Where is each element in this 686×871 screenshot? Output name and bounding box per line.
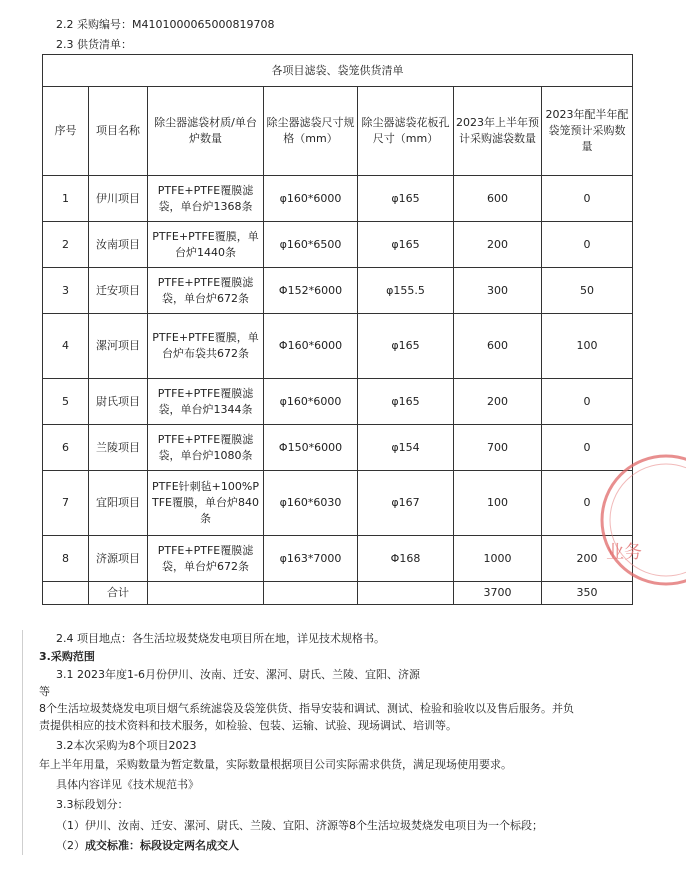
- header-bag-size: 除尘器滤袋尺寸规格（mm）: [264, 87, 358, 176]
- cell-cage-qty: 0: [542, 176, 633, 222]
- cell-material: PTFE+PTFE覆膜滤袋，单台炉1344条: [148, 379, 264, 425]
- header-cage-qty: 2023年配半年配袋笼预计采购数量: [542, 87, 633, 176]
- cell-bag-qty: 200: [454, 379, 542, 425]
- cell-name: 济源项目: [89, 536, 148, 582]
- para-3-1-line-2: 等: [39, 685, 50, 698]
- section-3-title: 3.采购范围: [39, 650, 95, 663]
- cell-name: 汝南项目: [89, 222, 148, 268]
- cell-bag-qty: 600: [454, 314, 542, 379]
- cell-empty: [43, 582, 89, 605]
- cell-material: PTFE+PTFE覆膜，单台炉布袋共672条: [148, 314, 264, 379]
- cell-cage-qty: 0: [542, 425, 633, 471]
- cell-seq: 4: [43, 314, 89, 379]
- para-3-2-line-3: 具体内容详见《技术规范书》: [56, 778, 199, 791]
- cell-seq: 6: [43, 425, 89, 471]
- header-material: 除尘器滤袋材质/单台炉数量: [148, 87, 264, 176]
- red-seal-stamp: [596, 450, 686, 590]
- cell-bag-size: φ160*6030: [264, 471, 358, 536]
- cell-name: 尉氏项目: [89, 379, 148, 425]
- cell-seq: 5: [43, 379, 89, 425]
- header-name: 项目名称: [89, 87, 148, 176]
- para-3-3-item-2-bold: 成交标准：标段设定两名成交人: [85, 839, 239, 852]
- table-row: [43, 176, 633, 222]
- cell-cage-qty: 0: [542, 379, 633, 425]
- cell-material: PTFE+PTFE覆膜滤袋，单台炉672条: [148, 536, 264, 582]
- total-label: 合计: [89, 582, 148, 605]
- cell-name: 伊川项目: [89, 176, 148, 222]
- para-3-2-line-2: 年上半年用量，采购数量为暂定数量，实际数量根据项目公司实际需求供货，满足现场使用要求。: [39, 758, 512, 771]
- table-row: [43, 314, 633, 379]
- cell-name: 迁安项目: [89, 268, 148, 314]
- cell-seq: 2: [43, 222, 89, 268]
- cell-bag-size: Φ160*6000: [264, 314, 358, 379]
- table-row: [43, 268, 633, 314]
- cell-bag-size: Φ152*6000: [264, 268, 358, 314]
- header-bag-qty: 2023年上半年预计采购滤袋数量: [454, 87, 542, 176]
- cell-bag-size: φ160*6500: [264, 222, 358, 268]
- table-row: [43, 222, 633, 268]
- cell-cage-qty: 100: [542, 314, 633, 379]
- left-margin-bar: [22, 630, 23, 855]
- para-3-3-item-2-prefix: （2）: [56, 839, 85, 852]
- cell-hole-size: φ165: [358, 176, 454, 222]
- cell-material: PTFE+PTFE覆膜滤袋，单台炉1080条: [148, 425, 264, 471]
- cell-empty: [264, 582, 358, 605]
- cell-material: PTFE+PTFE覆膜滤袋，单台炉672条: [148, 268, 264, 314]
- cell-cage-qty: 200: [542, 536, 633, 582]
- cell-hole-size: φ155.5: [358, 268, 454, 314]
- table-title: 各项目滤袋、袋笼供货清单: [43, 55, 633, 87]
- table-total-row: [43, 582, 633, 605]
- cell-bag-qty: 200: [454, 222, 542, 268]
- cell-cage-qty: 50: [542, 268, 633, 314]
- supply-list-heading: 2.3 供货清单：: [56, 38, 132, 51]
- cell-seq: 3: [43, 268, 89, 314]
- cell-bag-qty: 1000: [454, 536, 542, 582]
- cell-bag-qty: 700: [454, 425, 542, 471]
- cell-name: 漯河项目: [89, 314, 148, 379]
- cell-seq: 1: [43, 176, 89, 222]
- cell-hole-size: φ154: [358, 425, 454, 471]
- cell-name: 兰陵项目: [89, 425, 148, 471]
- cell-hole-size: φ165: [358, 379, 454, 425]
- para-3-1-line-3: 8个生活垃圾焚烧发电项目烟气系统滤袋及袋笼供货、指导安装和调试、测试、检验和验收以及售后服务。并负: [39, 702, 574, 715]
- cell-material: PTFE+PTFE覆膜，单台炉1440条: [148, 222, 264, 268]
- para-3-2-line-1: 3.2本次采购为8个项目2023: [56, 739, 197, 752]
- cell-hole-size: Φ168: [358, 536, 454, 582]
- header-hole-size: 除尘器滤袋花板孔尺寸（mm）: [358, 87, 454, 176]
- cell-hole-size: φ165: [358, 314, 454, 379]
- para-3-3-item-2: [56, 838, 239, 853]
- para-3-1-line-4: 责提供相应的技术资料和技术服务，如检验、包装、运输、试验、现场调试、培训等。: [39, 719, 457, 732]
- project-location: 2.4 项目地点：各生活垃圾焚烧发电项目所在地，详见技术规格书。: [56, 632, 385, 645]
- cell-cage-qty: 0: [542, 471, 633, 536]
- header-seq: 序号: [43, 87, 89, 176]
- cell-bag-qty: 300: [454, 268, 542, 314]
- table-row: [43, 536, 633, 582]
- cell-cage-qty: 0: [542, 222, 633, 268]
- cell-bag-size: Φ150*6000: [264, 425, 358, 471]
- cell-material: PTFE+PTFE覆膜滤袋，单台炉1368条: [148, 176, 264, 222]
- cell-empty: [148, 582, 264, 605]
- cell-seq: 7: [43, 471, 89, 536]
- purchase-number: 2.2 采购编号：M4101000065000819708: [56, 18, 275, 31]
- stamp-text: 业务: [606, 542, 642, 563]
- cell-bag-qty: 600: [454, 176, 542, 222]
- total-cage-qty: 350: [542, 582, 633, 605]
- cell-material: PTFE针刺毡+100%PTFE覆膜，单台炉840条: [148, 471, 264, 536]
- cell-name: 宜阳项目: [89, 471, 148, 536]
- table-row: [43, 425, 633, 471]
- cell-bag-size: φ160*6000: [264, 379, 358, 425]
- para-3-3-item-1: （1）伊川、汝南、迁安、漯河、尉氏、兰陵、宜阳、济源等8个生活垃圾焚烧发电项目为一个标段；: [56, 819, 543, 832]
- cell-bag-qty: 100: [454, 471, 542, 536]
- supply-table: [42, 54, 633, 605]
- cell-hole-size: φ165: [358, 222, 454, 268]
- cell-empty: [358, 582, 454, 605]
- para-3-1-line-1: 3.1 2023年度1-6月份伊川、汝南、迁安、漯河、尉氏、兰陵、宜阳、济源: [56, 668, 420, 681]
- table-row: [43, 379, 633, 425]
- total-bag-qty: 3700: [454, 582, 542, 605]
- cell-hole-size: φ167: [358, 471, 454, 536]
- cell-bag-size: φ163*7000: [264, 536, 358, 582]
- cell-seq: 8: [43, 536, 89, 582]
- section-3-3-title: 3.3标段划分：: [56, 798, 129, 811]
- table-row: [43, 471, 633, 536]
- cell-bag-size: φ160*6000: [264, 176, 358, 222]
